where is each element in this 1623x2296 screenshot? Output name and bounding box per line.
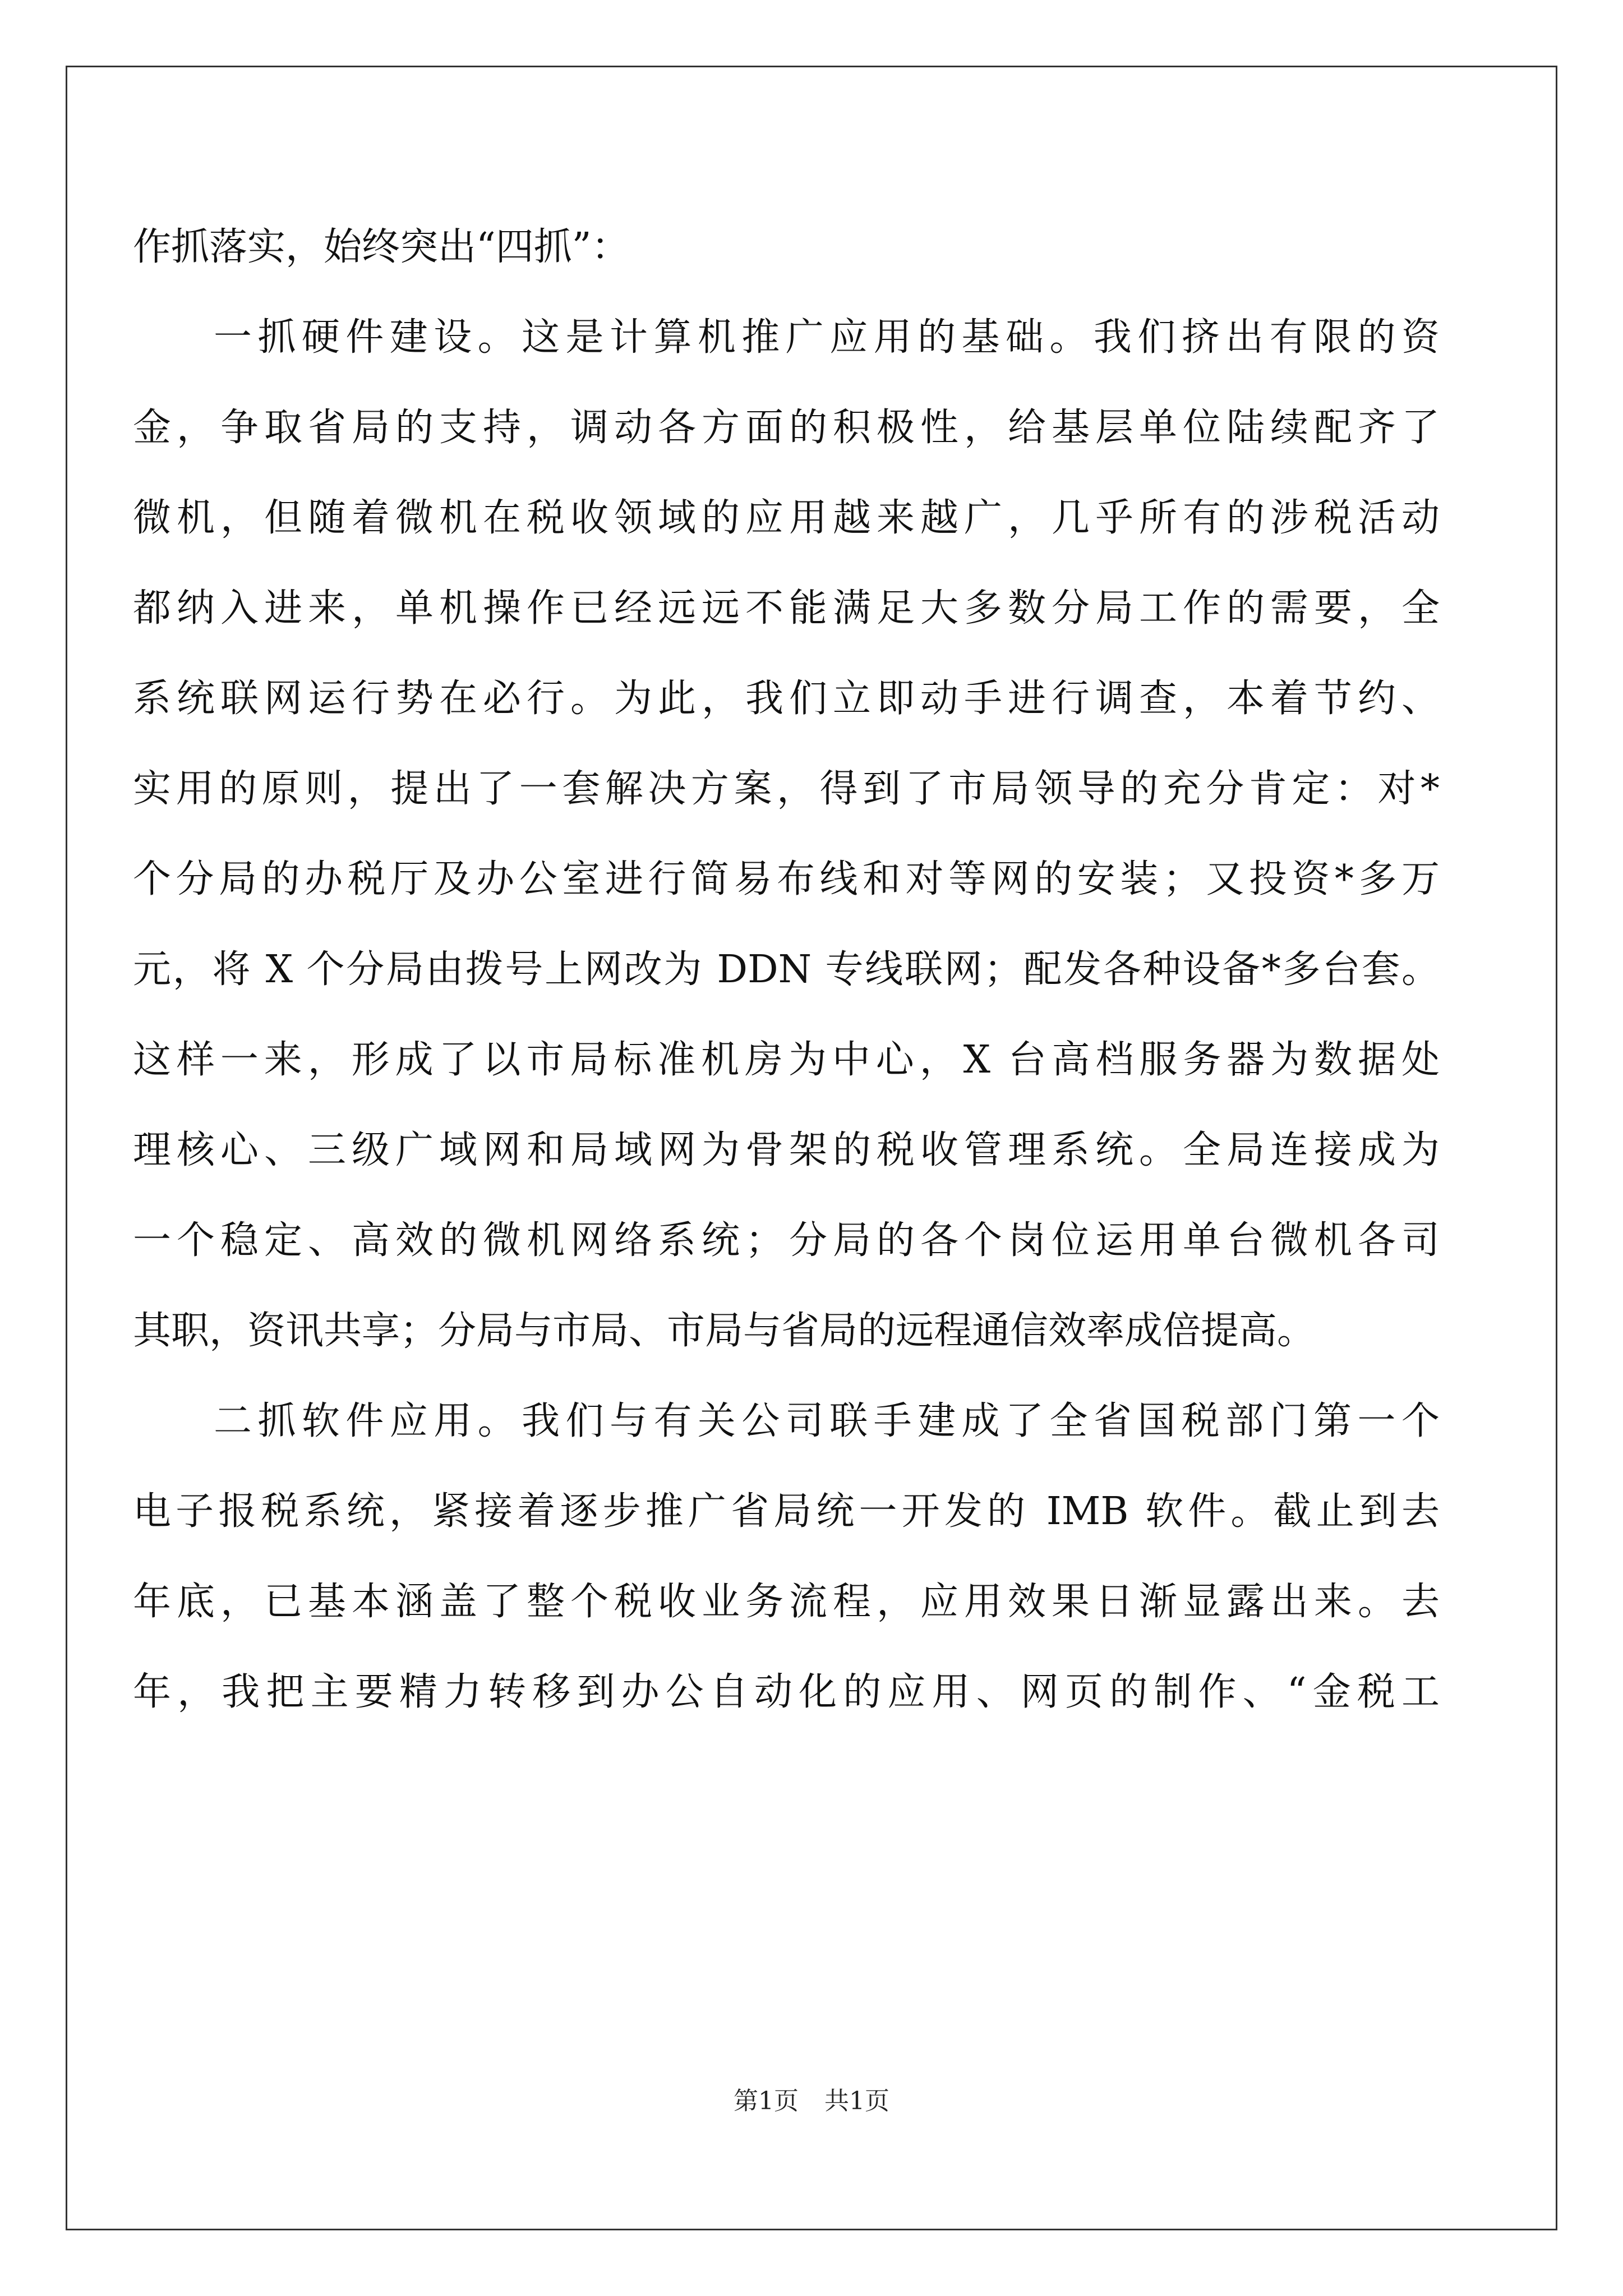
page-footer <box>0 2085 1623 2118</box>
page-number: 第1页 <box>734 2087 799 2115</box>
document-body <box>133 202 1440 1737</box>
paragraph-line: 实用的原则，提出了一套解决方案，得到了市局领导的充分肯定：对* <box>133 767 1440 811</box>
paragraph-line: 元，将 X 个分局由拨号上网改为 DDN 专线联网；配发各种设备*多台套。 <box>133 947 1440 992</box>
paragraph-line: 作抓落实，始终突出“四抓”： <box>133 225 630 269</box>
paragraph-line: 年，我把主要精力转移到办公自动化的应用、网页的制作、“金税工 <box>133 1670 1440 1714</box>
paragraph-line: 一抓硬件建设。这是计算机推广应用的基础。我们挤出有限的资 <box>214 315 1440 360</box>
paragraph-line: 电子报税系统，紧接着逐步推广省局统一开发的 IMB 软件。截止到去 <box>133 1489 1440 1534</box>
page-total: 共1页 <box>824 2087 889 2115</box>
paragraph-line: 理核心、三级广域网和局域网为骨架的税收管理系统。全局连接成为 <box>133 1128 1440 1172</box>
paragraph-line: 都纳入进来，单机操作已经远远不能满足大多数分局工作的需要，全 <box>133 586 1440 631</box>
paragraph-line: 其职，资讯共享；分局与市局、市局与省局的远程通信效率成倍提高。 <box>133 1309 1316 1353</box>
paragraph-line: 系统联网运行势在必行。为此，我们立即动手进行调查，本着节约、 <box>133 677 1440 721</box>
paragraph-line: 年底，已基本涵盖了整个税收业务流程，应用效果日渐显露出来。去 <box>133 1580 1440 1624</box>
paragraph-line: 个分局的办税厅及办公室进行简易布线和对等网的安装；又投资*多万 <box>133 857 1440 901</box>
paragraph-line: 这样一来，形成了以市局标准机房为中心，X 台高档服务器为数据处 <box>133 1038 1440 1082</box>
paragraph-line: 微机，但随着微机在税收领域的应用越来越广，几乎所有的涉税活动 <box>133 496 1440 540</box>
paragraph-line: 一个稳定、高效的微机网络系统；分局的各个岗位运用单台微机各司 <box>133 1218 1440 1263</box>
paragraph-line: 二抓软件应用。我们与有关公司联手建成了全省国税部门第一个 <box>214 1399 1440 1443</box>
paragraph-line: 金，争取省局的支持，调动各方面的积极性，给基层单位陆续配齐了 <box>133 406 1440 450</box>
